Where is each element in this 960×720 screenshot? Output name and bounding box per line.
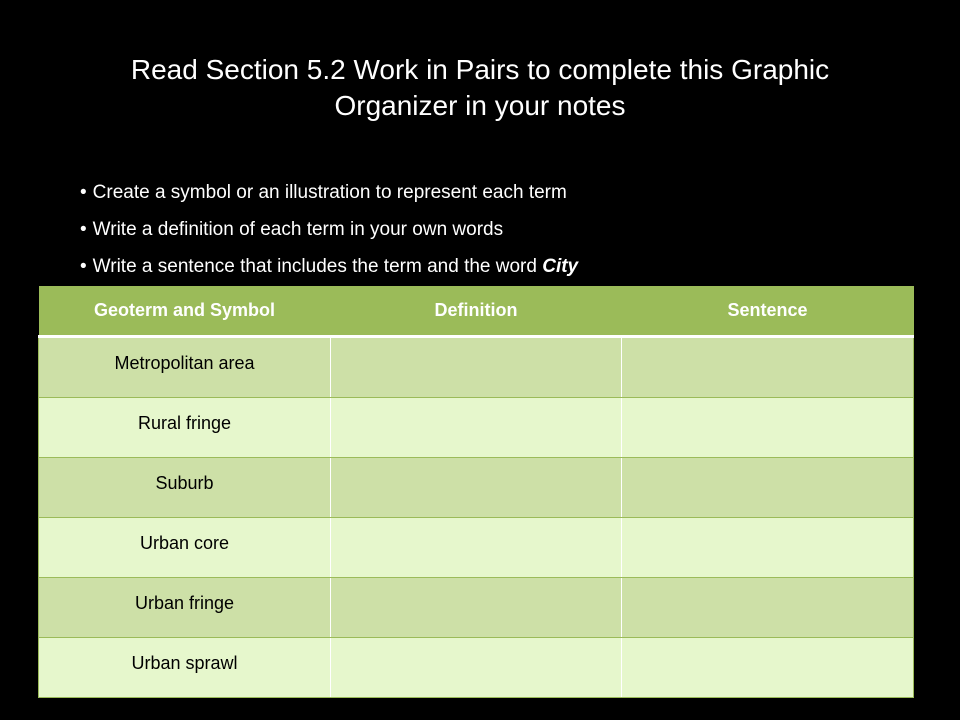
term-cell: Urban fringe <box>39 577 331 637</box>
table-row <box>39 517 914 577</box>
term-cell: Metropolitan area <box>39 336 331 397</box>
sentence-cell <box>622 637 914 697</box>
instruction-item-symbol <box>80 178 900 215</box>
instruction-text: Write a sentence that includes the term and the word <box>92 256 543 277</box>
table-row <box>39 397 914 457</box>
header-definition: Definition <box>331 286 622 336</box>
header-sentence: Sentence <box>622 286 914 336</box>
term-cell: Rural fringe <box>39 397 331 457</box>
instruction-item-sentence <box>80 252 900 289</box>
table-header-row <box>39 286 914 336</box>
definition-cell <box>331 397 622 457</box>
definition-cell <box>331 517 622 577</box>
term-cell: Urban core <box>39 517 331 577</box>
table-row <box>39 336 914 397</box>
slide-title <box>40 52 920 124</box>
instruction-text: Write a definition of each term in your own words <box>92 219 504 240</box>
emphasis-word: City <box>542 256 579 277</box>
definition-cell <box>331 577 622 637</box>
bullet-icon: • <box>80 182 87 203</box>
sentence-cell <box>622 336 914 397</box>
sentence-cell <box>622 457 914 517</box>
instruction-text: Create a symbol or an illustration to represent each term <box>92 182 567 203</box>
term-cell: Urban sprawl <box>39 637 331 697</box>
instruction-list <box>80 178 900 289</box>
graphic-organizer-table <box>38 286 914 698</box>
term-cell: Suburb <box>39 457 331 517</box>
header-geoterm-symbol: Geoterm and Symbol <box>39 286 331 336</box>
bullet-icon: • <box>80 256 87 277</box>
table-row <box>39 637 914 697</box>
bullet-icon: • <box>80 219 87 240</box>
sentence-cell <box>622 517 914 577</box>
slide-title-line-2: Organizer in your notes <box>334 90 626 121</box>
definition-cell <box>331 336 622 397</box>
table-row <box>39 457 914 517</box>
instruction-item-definition <box>80 215 900 252</box>
definition-cell <box>331 457 622 517</box>
slide-title-line-1: Read Section 5.2 Work in Pairs to complete this Graphic <box>130 54 830 85</box>
table-row <box>39 577 914 637</box>
definition-cell <box>331 637 622 697</box>
sentence-cell <box>622 577 914 637</box>
sentence-cell <box>622 397 914 457</box>
